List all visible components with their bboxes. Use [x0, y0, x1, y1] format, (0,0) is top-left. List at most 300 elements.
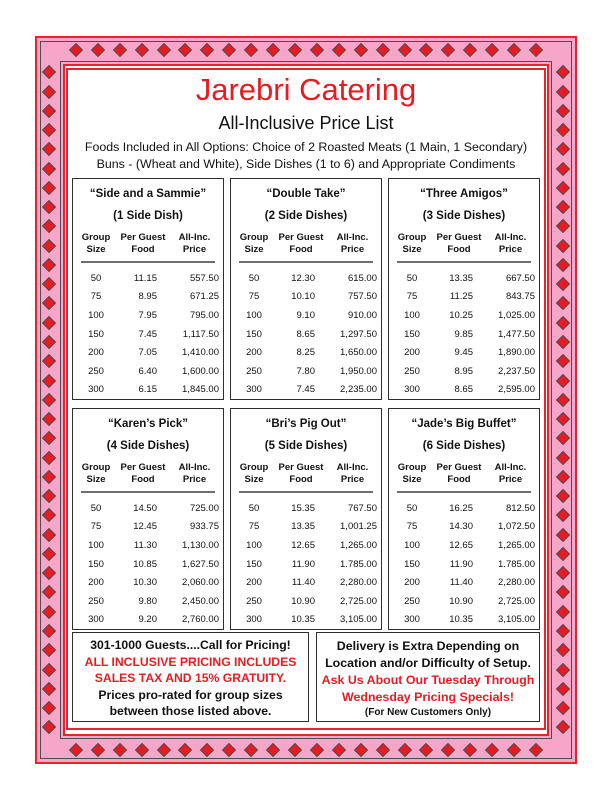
- cell-group-size: 300: [88, 614, 104, 626]
- price-table-name: “Side and a Sammie”: [89, 188, 207, 200]
- cell-group-size: 250: [246, 595, 262, 607]
- pricing-note-line-5: between those listed above.: [109, 704, 272, 719]
- price-table-subtitle: (5 Side Dishes): [264, 440, 348, 452]
- diamond-icon: [556, 566, 570, 580]
- diamond-icon: [556, 200, 570, 214]
- cell-per-guest-food: 8.65: [454, 384, 473, 396]
- column-headers: [389, 462, 539, 485]
- cell-per-guest-food: 11.15: [133, 272, 157, 284]
- diamond-icon: [42, 296, 56, 310]
- column-header-group-size: Group Size: [239, 232, 269, 255]
- price-row: [73, 288, 223, 307]
- diamond-icon: [178, 743, 192, 757]
- cell-per-guest-food: 8.25: [296, 347, 315, 359]
- diamond-icon: [200, 43, 214, 57]
- cell-per-guest-food: 10.25: [449, 309, 473, 321]
- diamond-icon: [42, 547, 56, 561]
- diamond-icon: [556, 701, 570, 715]
- cell-all-inc-price: 2,280.00: [498, 577, 535, 589]
- price-rows: [231, 269, 381, 399]
- cell-all-inc-price: 1,410.00: [182, 347, 219, 359]
- diamond-icon: [556, 585, 570, 599]
- cell-group-size: 150: [88, 558, 104, 570]
- cell-all-inc-price: 1,650.00: [340, 347, 377, 359]
- cell-all-inc-price: 1,130.00: [182, 539, 219, 551]
- diamond-icon: [556, 354, 570, 368]
- price-row: [231, 555, 381, 574]
- diamond-icon: [556, 682, 570, 696]
- column-header-group-size: Group Size: [239, 462, 269, 485]
- cell-group-size: 100: [404, 539, 420, 551]
- cell-per-guest-food: 11.40: [449, 577, 473, 589]
- column-headers: [231, 462, 381, 485]
- price-row: [231, 573, 381, 592]
- cell-group-size: 150: [246, 328, 262, 340]
- diamond-icon: [288, 743, 302, 757]
- column-header-per-guest-food: Per Guest Food: [120, 232, 166, 255]
- cell-per-guest-food: 8.95: [454, 365, 473, 377]
- cell-per-guest-food: 7.95: [138, 309, 157, 321]
- price-row: [231, 611, 381, 630]
- description-line-1: Foods Included in All Options: Choice of 2 Roasted Meats (1 Main, 1 Secondary): [84, 140, 528, 154]
- price-row: [389, 306, 539, 325]
- diamond-icon: [42, 200, 56, 214]
- diamond-icon: [113, 43, 127, 57]
- cell-per-guest-food: 11.90: [291, 558, 315, 570]
- cell-per-guest-food: 7.45: [296, 384, 315, 396]
- price-row: [73, 499, 223, 518]
- cell-all-inc-price: 1,117.50: [182, 328, 219, 340]
- cell-per-guest-food: 10.35: [291, 614, 315, 626]
- diamond-icon: [178, 43, 192, 57]
- diamond-icon: [354, 743, 368, 757]
- column-headers: [231, 232, 381, 255]
- diamond-icon: [222, 43, 236, 57]
- cell-per-guest-food: 10.10: [291, 291, 315, 303]
- price-row: [231, 288, 381, 307]
- price-rows: [231, 499, 381, 629]
- price-rows: [389, 499, 539, 629]
- price-row: [73, 592, 223, 611]
- cell-group-size: 300: [246, 384, 262, 396]
- price-row: [73, 518, 223, 537]
- cell-group-size: 300: [404, 614, 420, 626]
- cell-group-size: 50: [90, 272, 102, 284]
- diamond-icon: [556, 239, 570, 253]
- price-row: [73, 269, 223, 288]
- cell-group-size: 250: [88, 595, 104, 607]
- cell-per-guest-food: 7.45: [138, 328, 157, 340]
- cell-per-guest-food: 9.45: [454, 347, 473, 359]
- cell-all-inc-price: 1,265.00: [340, 539, 377, 551]
- diamond-icon: [244, 43, 258, 57]
- diamond-icon: [556, 277, 570, 291]
- cell-all-inc-price: 2,237.50: [498, 365, 535, 377]
- diamond-icon: [42, 393, 56, 407]
- delivery-note-line-4: Wednesday Pricing Specials!: [342, 690, 514, 704]
- price-row: [231, 306, 381, 325]
- diamond-icon: [556, 470, 570, 484]
- price-row: [389, 518, 539, 537]
- cell-all-inc-price: 671.25: [189, 291, 219, 303]
- diamond-icon: [529, 43, 543, 57]
- delivery-note-line-3: Ask Us About Our Tuesday Through: [321, 673, 535, 687]
- cell-group-size: 200: [88, 347, 104, 359]
- cell-group-size: 75: [90, 291, 102, 303]
- cell-all-inc-price: 767.50: [347, 502, 377, 514]
- cell-group-size: 100: [246, 309, 262, 321]
- cell-per-guest-food: 12.65: [291, 539, 315, 551]
- cell-group-size: 300: [404, 384, 420, 396]
- price-table: [388, 408, 540, 630]
- cell-per-guest-food: 8.95: [138, 291, 157, 303]
- price-table: [230, 408, 382, 630]
- cell-per-guest-food: 14.50: [133, 502, 157, 514]
- price-table-subtitle: (3 Side Dishes): [422, 210, 506, 222]
- cell-group-size: 200: [88, 577, 104, 589]
- price-row: [389, 288, 539, 307]
- cell-all-inc-price: 1,297.50: [340, 328, 377, 340]
- diamond-icon: [266, 43, 280, 57]
- cell-per-guest-food: 12.30: [291, 272, 315, 284]
- diamond-icon: [556, 258, 570, 272]
- header-rule: [239, 261, 373, 263]
- cell-group-size: 75: [248, 521, 260, 533]
- diamond-icon: [91, 743, 105, 757]
- cell-group-size: 75: [406, 291, 418, 303]
- price-row: [231, 592, 381, 611]
- diamond-icon: [42, 682, 56, 696]
- cell-all-inc-price: 1,890.00: [498, 347, 535, 359]
- price-row: [73, 611, 223, 630]
- cell-group-size: 75: [406, 521, 418, 533]
- cell-per-guest-food: 10.85: [133, 558, 157, 570]
- diamond-icon: [507, 43, 521, 57]
- diamond-icon: [397, 43, 411, 57]
- cell-per-guest-food: 6.40: [138, 365, 157, 377]
- diamond-icon: [507, 743, 521, 757]
- diamond-icon: [69, 43, 83, 57]
- cell-per-guest-food: 12.65: [449, 539, 473, 551]
- cell-all-inc-price: 2,060.00: [182, 577, 219, 589]
- cell-group-size: 200: [404, 577, 420, 589]
- diamond-strip-top: [59, 41, 553, 59]
- cell-per-guest-food: 14.30: [449, 521, 473, 533]
- cell-all-inc-price: 1,845.00: [182, 384, 219, 396]
- diamond-icon: [42, 451, 56, 465]
- diamond-icon: [42, 662, 56, 676]
- column-header-all-inc-price: All-Inc. Price: [336, 232, 369, 255]
- price-tables-row-1: [72, 178, 540, 400]
- column-headers: [73, 232, 223, 255]
- cell-all-inc-price: 812.50: [505, 502, 535, 514]
- cell-all-inc-price: 1,600.00: [182, 365, 219, 377]
- diamond-icon: [556, 528, 570, 542]
- cell-per-guest-food: 11.40: [291, 577, 315, 589]
- cell-group-size: 50: [248, 502, 260, 514]
- price-row: [231, 499, 381, 518]
- cell-per-guest-food: 11.30: [133, 539, 157, 551]
- diamond-icon: [244, 743, 258, 757]
- cell-per-guest-food: 10.90: [449, 595, 473, 607]
- diamond-icon: [376, 43, 390, 57]
- cell-all-inc-price: 2,280.00: [340, 577, 377, 589]
- price-row: [73, 536, 223, 555]
- pricing-note-box: [72, 632, 309, 722]
- price-table-name: “Karen’s Pick”: [107, 418, 189, 430]
- diamond-icon: [91, 43, 105, 57]
- diamond-icon: [42, 508, 56, 522]
- cell-per-guest-food: 6.15: [138, 384, 157, 396]
- cell-group-size: 50: [248, 272, 260, 284]
- price-row: [231, 518, 381, 537]
- diamond-icon: [485, 743, 499, 757]
- diamond-icon: [288, 43, 302, 57]
- diamond-icon: [556, 508, 570, 522]
- cell-per-guest-food: 8.65: [296, 328, 315, 340]
- cell-all-inc-price: 725.00: [189, 502, 219, 514]
- cell-per-guest-food: 12.45: [133, 521, 157, 533]
- diamond-icon: [42, 489, 56, 503]
- diamond-icon: [354, 43, 368, 57]
- cell-all-inc-price: 2,235.00: [340, 384, 377, 396]
- cell-per-guest-food: 10.35: [449, 614, 473, 626]
- cell-all-inc-price: 2,595.00: [498, 384, 535, 396]
- price-rows: [73, 499, 223, 629]
- cell-group-size: 250: [246, 365, 262, 377]
- diamond-icon: [113, 743, 127, 757]
- diamond-icon: [556, 296, 570, 310]
- cell-group-size: 250: [88, 365, 104, 377]
- diamond-icon: [556, 720, 570, 734]
- diamond-icon: [376, 743, 390, 757]
- cell-per-guest-food: 9.20: [138, 614, 157, 626]
- delivery-note-line-2: Location and/or Difficulty of Setup.: [325, 656, 531, 670]
- price-row: [389, 592, 539, 611]
- cell-all-inc-price: 1,025.00: [498, 309, 535, 321]
- cell-all-inc-price: 3,105.00: [340, 614, 377, 626]
- diamond-icon: [556, 335, 570, 349]
- column-headers: [73, 462, 223, 485]
- diamond-icon: [42, 605, 56, 619]
- price-row: [73, 325, 223, 344]
- price-row: [389, 573, 539, 592]
- cell-all-inc-price: 2,725.00: [498, 595, 535, 607]
- cell-group-size: 150: [404, 328, 420, 340]
- header-rule: [81, 491, 215, 493]
- diamond-icon: [556, 181, 570, 195]
- diamond-icon: [42, 720, 56, 734]
- cell-per-guest-food: 11.90: [449, 558, 473, 570]
- column-header-all-inc-price: All-Inc. Price: [494, 232, 527, 255]
- cell-all-inc-price: 1,072.50: [498, 521, 535, 533]
- price-row: [231, 343, 381, 362]
- description-line-2: Buns - (Wheat and White), Side Dishes (1 to 6) and Appropriate Condiments: [96, 156, 516, 171]
- price-row: [389, 325, 539, 344]
- price-table-name: “Double Take”: [266, 188, 346, 200]
- price-row: [231, 269, 381, 288]
- diamond-icon: [310, 743, 324, 757]
- cell-group-size: 150: [246, 558, 262, 570]
- cell-all-inc-price: 2,760.00: [182, 614, 219, 626]
- diamond-icon: [332, 743, 346, 757]
- cell-per-guest-food: 10.90: [291, 595, 315, 607]
- diamond-icon: [556, 643, 570, 657]
- diamond-icon: [556, 431, 570, 445]
- cell-group-size: 100: [88, 309, 104, 321]
- cell-group-size: 150: [88, 328, 104, 340]
- column-header-group-size: Group Size: [81, 462, 111, 485]
- diamond-icon: [556, 393, 570, 407]
- diamond-icon: [310, 43, 324, 57]
- pricing-note-line-2: ALL INCLUSIVE PRICING INCLUDES: [84, 654, 297, 669]
- diamond-icon: [42, 316, 56, 330]
- diamond-icon: [135, 43, 149, 57]
- price-table-subtitle: (1 Side Dish): [113, 210, 183, 222]
- cell-all-inc-price: 1,950.00: [340, 365, 377, 377]
- price-table-subtitle: (6 Side Dishes): [422, 440, 506, 452]
- cell-all-inc-price: 933.75: [189, 521, 219, 533]
- cell-group-size: 50: [406, 272, 418, 284]
- cell-all-inc-price: 1,627.50: [182, 558, 219, 570]
- price-table: [388, 178, 540, 400]
- price-row: [231, 325, 381, 344]
- cell-all-inc-price: 667.50: [505, 272, 535, 284]
- column-header-all-inc-price: All-Inc. Price: [178, 232, 211, 255]
- cell-all-inc-price: 795.00: [189, 309, 219, 321]
- diamond-icon: [42, 431, 56, 445]
- cell-group-size: 100: [246, 539, 262, 551]
- diamond-icon: [42, 219, 56, 233]
- column-header-group-size: Group Size: [397, 232, 427, 255]
- price-row: [231, 536, 381, 555]
- pricing-note-line-4: Prices pro-rated for group sizes: [98, 687, 283, 702]
- price-row: [389, 536, 539, 555]
- price-table-name: “Three Amigos”: [420, 188, 508, 200]
- price-table-name: “Bri’s Pig Out”: [265, 418, 347, 430]
- cell-all-inc-price: 557.50: [189, 272, 219, 284]
- price-rows: [389, 269, 539, 399]
- diamond-icon: [42, 277, 56, 291]
- diamond-icon: [556, 412, 570, 426]
- column-header-group-size: Group Size: [397, 462, 427, 485]
- diamond-icon: [441, 43, 455, 57]
- column-header-per-guest-food: Per Guest Food: [436, 232, 482, 255]
- diamond-icon: [419, 43, 433, 57]
- price-row: [73, 555, 223, 574]
- diamond-icon: [135, 743, 149, 757]
- cell-per-guest-food: 13.35: [291, 521, 315, 533]
- diamond-icon: [529, 743, 543, 757]
- diamond-icon: [556, 489, 570, 503]
- price-row: [389, 362, 539, 381]
- diamond-icon: [463, 43, 477, 57]
- cell-group-size: 50: [406, 502, 418, 514]
- price-row: [389, 555, 539, 574]
- cell-group-size: 200: [246, 577, 262, 589]
- cell-per-guest-food: 16.25: [449, 502, 473, 514]
- cell-all-inc-price: 1,477.50: [498, 328, 535, 340]
- header-rule: [397, 491, 531, 493]
- cell-per-guest-food: 9.10: [296, 309, 315, 321]
- price-table-subtitle: (4 Side Dishes): [106, 440, 190, 452]
- header-rule: [397, 261, 531, 263]
- price-row: [73, 573, 223, 592]
- column-header-per-guest-food: Per Guest Food: [278, 232, 324, 255]
- diamond-icon: [485, 43, 499, 57]
- column-header-all-inc-price: All-Inc. Price: [494, 462, 527, 485]
- price-row: [389, 611, 539, 630]
- diamond-icon: [69, 743, 83, 757]
- cell-all-inc-price: 2,450.00: [182, 595, 219, 607]
- cell-per-guest-food: 13.35: [449, 272, 473, 284]
- diamond-icon: [463, 743, 477, 757]
- diamond-icon: [42, 528, 56, 542]
- page-title: Jarebri Catering: [195, 72, 417, 107]
- diamond-icon: [42, 354, 56, 368]
- cell-all-inc-price: 1.785.00: [340, 558, 377, 570]
- diamond-icon: [266, 743, 280, 757]
- page-subtitle: All-Inclusive Price List: [218, 113, 394, 133]
- cell-all-inc-price: 1.785.00: [498, 558, 535, 570]
- cell-group-size: 250: [404, 365, 420, 377]
- diamond-icon: [42, 239, 56, 253]
- cell-group-size: 200: [404, 347, 420, 359]
- diamond-icon: [42, 701, 56, 715]
- price-row: [389, 381, 539, 400]
- cell-per-guest-food: 15.35: [291, 502, 315, 514]
- price-row: [231, 381, 381, 400]
- diamond-icon: [222, 743, 236, 757]
- diamond-icon: [556, 547, 570, 561]
- diamond-icon: [556, 451, 570, 465]
- pricing-note-line-1: 301-1000 Guests....Call for Pricing!: [90, 638, 291, 652]
- cell-all-inc-price: 843.75: [505, 291, 535, 303]
- cell-group-size: 75: [248, 291, 260, 303]
- delivery-note-line-5: (For New Customers Only): [364, 707, 492, 718]
- cell-per-guest-food: 7.05: [138, 347, 157, 359]
- diamond-icon: [556, 316, 570, 330]
- column-header-all-inc-price: All-Inc. Price: [178, 462, 211, 485]
- header-rule: [239, 491, 373, 493]
- delivery-note-line-1: Delivery is Extra Depending on: [336, 639, 520, 653]
- diamond-icon: [419, 743, 433, 757]
- diamond-icon: [42, 335, 56, 349]
- diamond-icon: [42, 566, 56, 580]
- cell-all-inc-price: 910.00: [347, 309, 377, 321]
- price-row: [389, 269, 539, 288]
- price-row: [231, 362, 381, 381]
- cell-group-size: 50: [90, 502, 102, 514]
- cell-group-size: 300: [246, 614, 262, 626]
- price-table-subtitle: (2 Side Dishes): [264, 210, 348, 222]
- description: [0, 139, 612, 172]
- cell-group-size: 100: [88, 539, 104, 551]
- cell-per-guest-food: 9.80: [138, 595, 157, 607]
- price-table: [72, 408, 224, 630]
- cell-per-guest-food: 9.85: [454, 328, 473, 340]
- column-headers: [389, 232, 539, 255]
- price-row: [73, 362, 223, 381]
- diamond-icon: [42, 624, 56, 638]
- diamond-icon: [42, 643, 56, 657]
- diamond-icon: [156, 743, 170, 757]
- price-row: [73, 381, 223, 400]
- diamond-icon: [556, 373, 570, 387]
- price-table: [72, 178, 224, 400]
- diamond-icon: [441, 743, 455, 757]
- column-header-per-guest-food: Per Guest Food: [120, 462, 166, 485]
